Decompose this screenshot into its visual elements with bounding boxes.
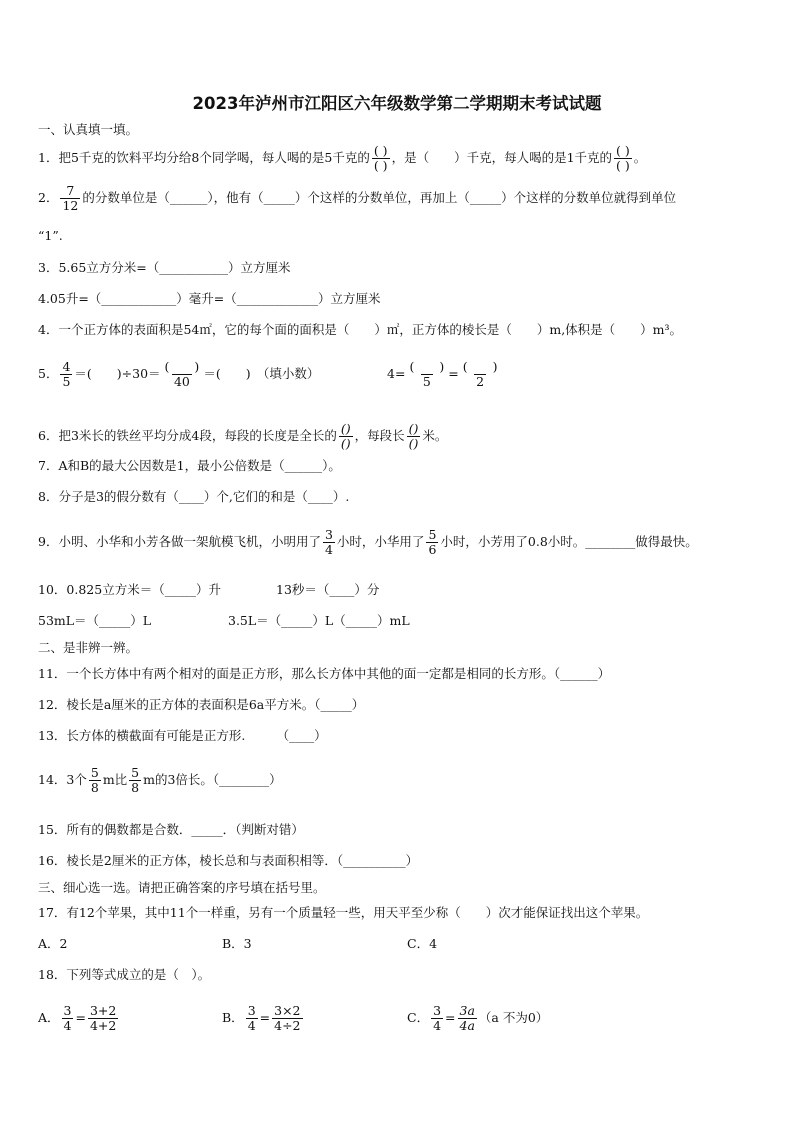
question-3a: 3．5.65立方分米=（___________）立方厘米 bbox=[38, 260, 291, 275]
q18-a-fraction-2: $\frac{3+2}{4+2}$ bbox=[89, 1003, 117, 1033]
q5-part2-lead: 4= bbox=[387, 366, 406, 381]
q18-a-label: A． bbox=[38, 1010, 60, 1025]
question-11: 11．一个长方体中有两个相对的面是正方形，那么长方体中其他的面一定都是相同的长方形。（______） bbox=[38, 666, 611, 681]
q18-c-note: （a 不为0） bbox=[478, 1010, 549, 1025]
q14-text-a: 14．3个 bbox=[38, 772, 87, 787]
q14-fraction-1: $\frac{5}{8}$ bbox=[90, 765, 99, 795]
q5-fraction-4: $\frac{( )}{2}$ bbox=[462, 359, 498, 389]
q6-fraction-1: $\frac{()}{()}$ bbox=[340, 421, 351, 451]
q6-fraction-2: $\frac{()}{()}$ bbox=[408, 421, 419, 451]
question-8: 8．分子是3的假分数有（____）个,它们的和是（____）. bbox=[38, 489, 350, 504]
section-3-heading: 三、细心选一选。请把正确答案的序号填在括号里。 bbox=[38, 880, 326, 895]
q14-text-c: m的3倍长。（________） bbox=[143, 772, 282, 787]
q1-fraction-2: $\frac{( )}{( )}$ bbox=[616, 143, 630, 173]
question-5-part-2 bbox=[387, 360, 501, 389]
q1-fraction-1: $\frac{( )}{( )}$ bbox=[373, 143, 388, 173]
q5-fraction-1: $\frac{4}{5}$ bbox=[62, 359, 71, 389]
q18-a-equals: = bbox=[75, 1010, 86, 1025]
question-16: 16．棱长是2厘米的正方体，棱长总和与表面积相等．（__________） bbox=[38, 853, 419, 868]
q6-text-c: 米。 bbox=[422, 428, 448, 443]
q5-mid-2: ＝( ) （填小数） bbox=[203, 366, 320, 381]
q5-number: 5． bbox=[38, 366, 59, 381]
question-7: 7．A和B的最大公因数是1，最小公倍数是（______）。 bbox=[38, 458, 341, 473]
q18-b-equals: = bbox=[259, 1010, 271, 1025]
q2-number: 2． bbox=[38, 190, 59, 205]
q5-equals: = bbox=[448, 366, 459, 381]
q5-fraction-2: $\frac{( )}{40}$ bbox=[164, 359, 200, 389]
q6-text-b: ，每段长 bbox=[354, 428, 405, 443]
question-2 bbox=[38, 184, 676, 213]
q18-a-fraction-1: $\frac{3}{4}$ bbox=[63, 1003, 72, 1033]
q18-option-a bbox=[38, 1004, 120, 1033]
question-10b: 13秒＝（____）分 bbox=[276, 582, 380, 597]
q14-text-b: m比 bbox=[102, 772, 128, 787]
question-12: 12．棱长是a厘米的正方体的表面积是6a平方米。（_____） bbox=[38, 697, 365, 712]
q9-text-b: 小时，小华用了 bbox=[336, 534, 425, 549]
q9-text-a: 9．小明、小华和小芳各做一架航模飞机，小明用了 bbox=[38, 534, 321, 549]
question-17: 17．有12个苹果，其中11个一样重，另有一个质量轻一些，用天平至少称（ ）次才能保证找出这个苹果。 bbox=[38, 905, 649, 920]
q5-mid-1: ＝( )÷30＝ bbox=[74, 366, 161, 381]
question-6 bbox=[38, 422, 447, 451]
q18-option-b bbox=[222, 1004, 305, 1033]
question-10a: 10．0.825立方米＝（_____）升 bbox=[38, 582, 221, 597]
question-15: 15．所有的偶数都是合数．_____．（判断对错） bbox=[38, 822, 304, 837]
q17-option-b: B．3 bbox=[222, 936, 252, 951]
question-10c: 53mL＝（_____）L bbox=[38, 613, 152, 628]
section-1-heading: 一、认真填一填。 bbox=[38, 122, 139, 137]
q18-option-c bbox=[407, 1004, 548, 1033]
q18-b-fraction-1: $\frac{3}{4}$ bbox=[247, 1003, 256, 1033]
q5-fraction-3: $\frac{( )}{5}$ bbox=[409, 359, 445, 389]
question-13: 13．长方体的横截面有可能是正方形. （____） bbox=[38, 728, 327, 743]
question-3b: 4.05升=（____________）毫升=（_____________）立方厘米 bbox=[38, 291, 381, 306]
q18-c-label: C． bbox=[407, 1010, 430, 1025]
q17-option-a: A．2 bbox=[38, 936, 68, 951]
q1-text-a: 1．把5千克的饮料平均分给8个同学喝，每人喝的是5千克的 bbox=[38, 150, 370, 165]
question-4: 4．一个正方体的表面积是54㎡，它的每个面的面积是（ ）㎡，正方体的棱长是（ ）m,体积是（ ）m³。 bbox=[38, 322, 683, 337]
q18-b-fraction-2: $\frac{3\times 2}{4\div 2}$ bbox=[274, 1003, 301, 1033]
q18-c-equals: = bbox=[445, 1010, 456, 1025]
q18-c-fraction-1: $\frac{3}{4}$ bbox=[433, 1003, 442, 1033]
q1-text-c: 。 bbox=[633, 150, 647, 165]
question-14 bbox=[38, 766, 282, 795]
q9-text-c: 小时，小芳用了0.8小时。________做得最快。 bbox=[440, 534, 698, 549]
q2-text: 的分数单位是（______），他有（_____）个这样的分数单位，再加上（_____）个这样的分数单位就得到单位 bbox=[82, 190, 677, 205]
section-2-heading: 二、是非辨一辨。 bbox=[38, 640, 139, 655]
q1-text-b: ，是（ ）千克，每人喝的是1千克的 bbox=[391, 150, 613, 165]
q6-text-a: 6．把3米长的铁丝平均分成4段，每段的长度是全长的 bbox=[38, 428, 337, 443]
q17-option-c: C．4 bbox=[407, 936, 438, 951]
question-1 bbox=[38, 144, 646, 173]
question-10d: 3.5L＝（_____）L（_____）mL bbox=[228, 613, 410, 628]
question-18: 18．下列等式成立的是（ ）。 bbox=[38, 967, 211, 982]
q9-fraction-1: $\frac{3}{4}$ bbox=[324, 527, 333, 557]
question-9 bbox=[38, 528, 698, 557]
question-5 bbox=[38, 360, 319, 389]
q14-fraction-2: $\frac{5}{8}$ bbox=[131, 765, 140, 795]
q18-b-label: B． bbox=[222, 1010, 244, 1025]
page-title: 2023年泸州市江阳区六年级数学第二学期期末考试试题 bbox=[192, 94, 602, 113]
q2-fraction: $\frac{7}{12}$ bbox=[62, 183, 79, 213]
question-2-continued: “1”. bbox=[38, 228, 63, 243]
q18-c-fraction-2: $\frac{3a}{4a}$ bbox=[459, 1003, 475, 1033]
q9-fraction-2: $\frac{5}{6}$ bbox=[428, 527, 437, 557]
